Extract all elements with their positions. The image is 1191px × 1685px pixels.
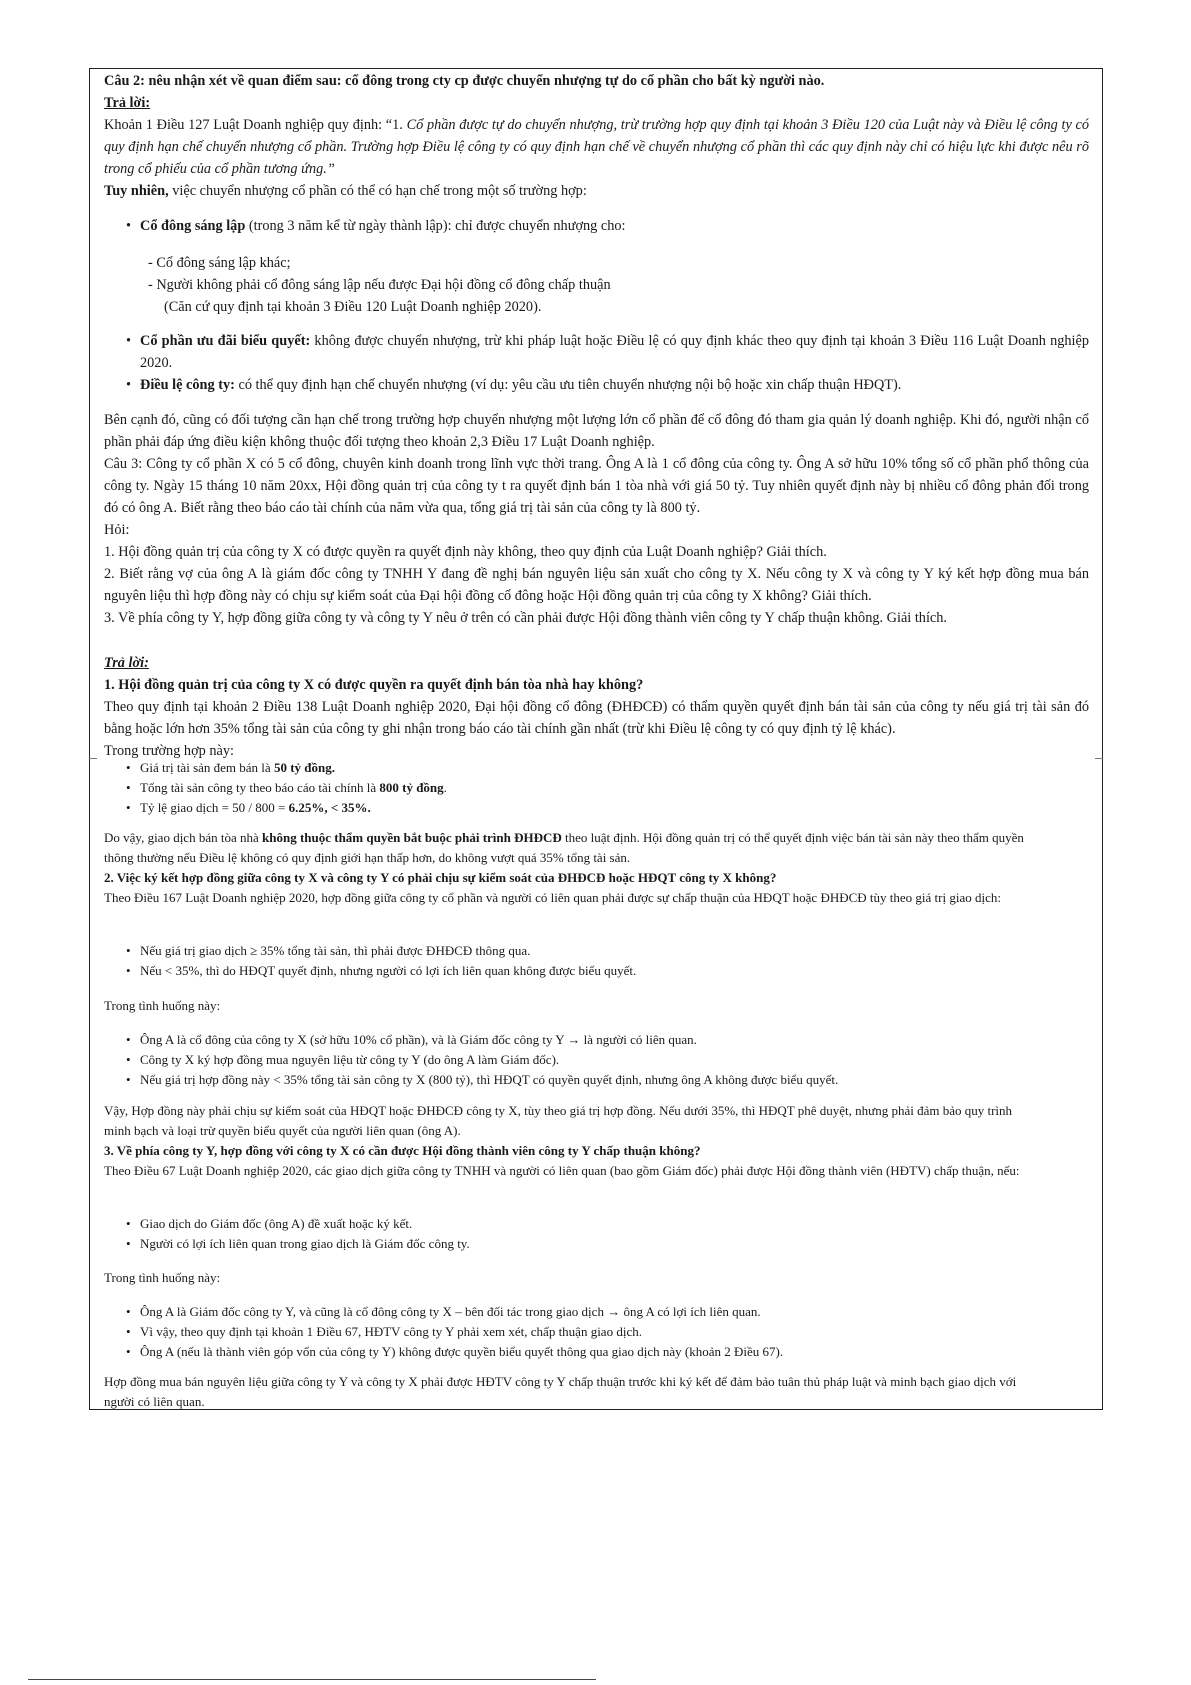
margin-tick-right: [1095, 758, 1103, 759]
question-3-item-1: 1. Hội đồng quản trị của công ty X có được quyền ra quyết định này không, theo quy định của Luật Doanh nghiệp? Giải thích.: [104, 544, 827, 560]
question-2-title: Câu 2: nêu nhận xét về quan điểm sau: cổ đông trong cty cp được chuyển nhượng tự do cổ phần cho bất kỳ người nào.: [104, 73, 825, 89]
list-item: [104, 330, 1089, 374]
bullet-text: .: [443, 780, 447, 795]
answer-3-case-bullets: [104, 1302, 1024, 1362]
question-2-answer-label: Trả lời:: [104, 95, 151, 111]
answer-1-bullets: [104, 758, 1089, 818]
question-3-item-3: 3. Về phía công ty Y, hợp đồng giữa công ty và công ty Y nêu ở trên có cần phải được Hội đồng thành viên công ty Y chấp thuận không. Giải thích.: [104, 610, 947, 626]
restriction-list-2: [104, 330, 1089, 396]
answer-2-conclusion: [104, 1101, 1024, 1181]
answer-2-conclusion-text: Vậy, Hợp đồng này phải chịu sự kiểm soát của HĐQT hoặc ĐHĐCĐ công ty X, tùy theo giá trị hợp đồng. Nếu dưới 35%, thì HĐQT phê duyệt, nhưng phải đảm bảo quy trình minh bạch và loại trừ quyền biểu quyết của người liên quan (ông A).: [104, 1103, 1013, 1138]
answer-1-title: 1. Hội đồng quản trị của công ty X có được quyền ra quyết định bán tòa nhà hay không?: [104, 677, 644, 693]
bullet-bold: 6.25%, < 35%.: [288, 800, 371, 815]
list-item: • Ông A (nếu là thành viên góp vốn của công ty Y) không được quyền biểu quyết thông qua giao dịch này (khoản 2 Điều 67).: [104, 1342, 1024, 1362]
founding-shareholder-label: Cổ đông sáng lập: [140, 218, 246, 234]
list-item: • Công ty X ký hợp đồng mua nguyên liệu từ công ty Y (do ông A làm Giám đốc).: [104, 1050, 1024, 1070]
charter-text: có thể quy định hạn chế chuyển nhượng (ví dụ: yêu cầu ưu tiên chuyển nhượng nội bộ hoặc xin chấp thuận HĐQT).: [234, 377, 902, 393]
bullet-text: Giá trị tài sản đem bán là: [140, 760, 274, 775]
answer-2-case: Trong tình huống này:: [104, 998, 221, 1013]
answer-2-text: Theo Điều 167 Luật Doanh nghiệp 2020, hợp đồng giữa công ty cổ phần và người có liên quan phải được sự chấp thuận của HĐQT hoặc ĐHĐCĐ tùy theo giá trị giao dịch:: [104, 890, 1001, 905]
margin-tick-left: [89, 758, 97, 759]
bullet-text: Tổng tài sản công ty theo báo cáo tài chính là: [140, 780, 380, 795]
answer-3-text: Theo Điều 67 Luật Doanh nghiệp 2020, các giao dịch giữa công ty TNHH và người có liên quan (bao gồm Giám đốc) phải được Hội đồng thành viên (HĐTV) chấp thuận, nếu:: [104, 1163, 1020, 1178]
answer-section: [104, 652, 1089, 762]
charter-label: Điều lệ công ty:: [140, 377, 235, 393]
footer-rule: [28, 1679, 596, 1680]
list-item: [104, 798, 1089, 818]
question-2-article-quote: [104, 114, 1089, 180]
list-item: • Nếu giá trị hợp đồng này < 35% tổng tài sản công ty X (800 tỷ), thì HĐQT có quyền quyết định, nhưng ông A không được biểu quyết.: [104, 1070, 1024, 1090]
answer-2-bullets: [104, 941, 1024, 981]
however-line: [104, 180, 1089, 202]
list-item: [104, 778, 1089, 798]
question-2-section: [104, 70, 1089, 202]
list-item: - Cổ đông sáng lập khác;: [148, 255, 291, 271]
list-item: - Người không phải cổ đông sáng lập nếu được Đại hội đồng cổ đông chấp thuận: [148, 277, 611, 293]
conclusion-bold: không thuộc thẩm quyền bắt buộc phải trình ĐHĐCĐ: [262, 830, 562, 845]
list-item: • Ông A là cổ đông của công ty X (sở hữu 10% cổ phần), và là Giám đốc công ty Y → là người có liên quan.: [104, 1030, 1024, 1050]
list-item: • Nếu < 35%, thì do HĐQT quyết định, nhưng người có lợi ích liên quan không được biểu quyết.: [104, 961, 1024, 981]
question-3-section: [104, 409, 1089, 629]
list-item: • Người có lợi ích liên quan trong giao dịch là Giám đốc công ty.: [104, 1234, 1024, 1254]
conclusion-text: theo luật định. Hội đồng quản trị có thể quyết định việc bán tài sản này theo thẩm quyền thông thường nếu Điều lệ không có quy định giới hạn thấp hơn, do không vượt quá 35% tổng tài sản.: [104, 830, 1024, 865]
list-item: • Nếu giá trị giao dịch ≥ 35% tổng tài sản, thì phải được ĐHĐCĐ thông qua.: [104, 941, 1024, 961]
preferred-voting-label: Cổ phần ưu đãi biểu quyết:: [140, 333, 311, 349]
list-item: • Giao dịch do Giám đốc (ông A) đề xuất hoặc ký kết.: [104, 1214, 1024, 1234]
answer-2-case-bullets: [104, 1030, 1024, 1090]
answer-1-conclusion-text: [104, 828, 1024, 868]
question-3-item-2: 2. Biết rằng vợ của ông A là giám đốc công ty TNHH Y đang đề nghị bán nguyên liệu sản xuất cho công ty X. Nếu công ty X và công ty Y ký kết hợp đồng mua bán nguyên liệu thì hợp đồng này có chịu sự kiểm soát của Đại hội đồng cổ đông hoặc Hội đồng quản trị của công ty X không? Giải thích.: [104, 566, 1089, 604]
answer-3-title: 3. Về phía công ty Y, hợp đồng với công ty X có cần được Hội đồng thành viên công ty Y chấp thuận không?: [104, 1143, 701, 1158]
answer-label: Trả lời:: [104, 655, 149, 671]
answer-3-bullets: [104, 1214, 1024, 1254]
answer-1-text: Theo quy định tại khoản 2 Điều 138 Luật Doanh nghiệp 2020, Đại hội đồng cổ đông (ĐHĐCĐ) có thẩm quyền quyết định bán tài sản của công ty nếu giá trị tài sản đó bằng hoặc lớn hơn 35% tổng tài sản của công ty ghi nhận trong báo cáo tài chính gần nhất (trừ khi Điều lệ công ty có quy định tỷ lệ khác).: [104, 699, 1089, 737]
bullet-bold: 50 tỷ đồng.: [273, 760, 335, 775]
answer-3-case: Trong tình huống này:: [104, 1270, 221, 1285]
list-item: [104, 374, 1089, 396]
however-bold: Tuy nhiên,: [104, 183, 169, 199]
answer-1-conclusion: [104, 828, 1024, 908]
list-item: • Vì vậy, theo quy định tại khoản 1 Điều 67, HĐTV công ty Y phải xem xét, chấp thuận giao dịch.: [104, 1322, 1024, 1342]
bullet-text: Tỷ lệ giao dịch = 50 / 800 =: [140, 800, 289, 815]
answer-1-case: Trong trường hợp này:: [104, 743, 234, 759]
founding-sublist: [104, 252, 1089, 318]
restriction-list: [104, 215, 1089, 237]
bullet-bold: 800 tỷ đồng: [379, 780, 444, 795]
however-rest: việc chuyển nhượng cổ phần có thể có hạn chế trong một số trường hợp:: [168, 183, 587, 199]
quote-italic: Cổ phần được tự do chuyển nhượng, trừ trường hợp quy định tại khoản 3 Điều 120 của Luật này và Điều lệ công ty có quy định hạn chế chuyển nhượng cổ phần. Trường hợp Điều lệ công ty có quy định hạn chế về chuyển nhượng cổ phần thì các quy định này chỉ có hiệu lực khi được nêu rõ trong cổ phiếu của cổ phần tương ứng.”: [104, 117, 1089, 177]
quote-intro: Khoản 1 Điều 127 Luật Doanh nghiệp quy định: “1.: [104, 117, 407, 133]
answer-2-title: 2. Việc ký kết hợp đồng giữa công ty X và công ty Y có phải chịu sự kiểm soát của ĐHĐCĐ hoặc HĐQT công ty X không?: [104, 870, 777, 885]
conclusion-text: Do vậy, giao dịch bán tòa nhà: [104, 830, 262, 845]
list-item: • Ông A là Giám đốc công ty Y, và cũng là cổ đông công ty X – bên đối tác trong giao dịch → ông A có lợi ích liên quan.: [104, 1302, 1024, 1322]
list-item: [104, 215, 1089, 237]
founding-shareholder-text: (trong 3 năm kể từ ngày thành lập): chỉ được chuyển nhượng cho:: [245, 218, 626, 234]
question-3-ask: Hỏi:: [104, 522, 130, 538]
question-3-prompt: Câu 3: Công ty cổ phần X có 5 cổ đông, chuyên kinh doanh trong lĩnh vực thời trang. Ông A là 1 cổ đông của công ty. Ông A sở hữu 10% tổng số cổ phần phổ thông của công ty. Ngày 15 tháng 10 năm 20xx, Hội đồng quản trị của công ty t ra quyết định bán 1 tòa nhà với giá 50 tỷ. Tuy nhiên quyết định này bị nhiều cổ đông phản đối trong đó có ông A. Biết rằng theo báo cáo tài chính của năm vừa qua, tổng giá trị tài sản của công ty là 800 tỷ.: [104, 456, 1089, 516]
preferred-voting-text: không được chuyển nhượng, trừ khi pháp luật hoặc Điều lệ có quy định khác theo quy định tại khoản 3 Điều 116 Luật Doanh nghiệp 2020.: [140, 333, 1089, 371]
answer-3-conclusion: Hợp đồng mua bán nguyên liệu giữa công ty Y và công ty X phải được HĐTV công ty Y chấp thuận trước khi ký kết để đảm bảo tuân thủ pháp luật và minh bạch giao dịch với người có liên quan.: [104, 1374, 1017, 1409]
list-item: [104, 758, 1089, 778]
additional-note: Bên cạnh đó, cũng có đối tượng cần hạn chế trong trường hợp chuyển nhượng một lượng lớn cổ phần để cổ đông đó tham gia quản lý doanh nghiệp. Khi đó, người nhận cổ phần phải đáp ứng điều kiện không thuộc đối tượng theo khoản 2,3 Điều 17 Luật Doanh nghiệp.: [104, 412, 1089, 450]
legal-reference: (Căn cứ quy định tại khoản 3 Điều 120 Luật Doanh nghiệp 2020).: [164, 299, 542, 315]
